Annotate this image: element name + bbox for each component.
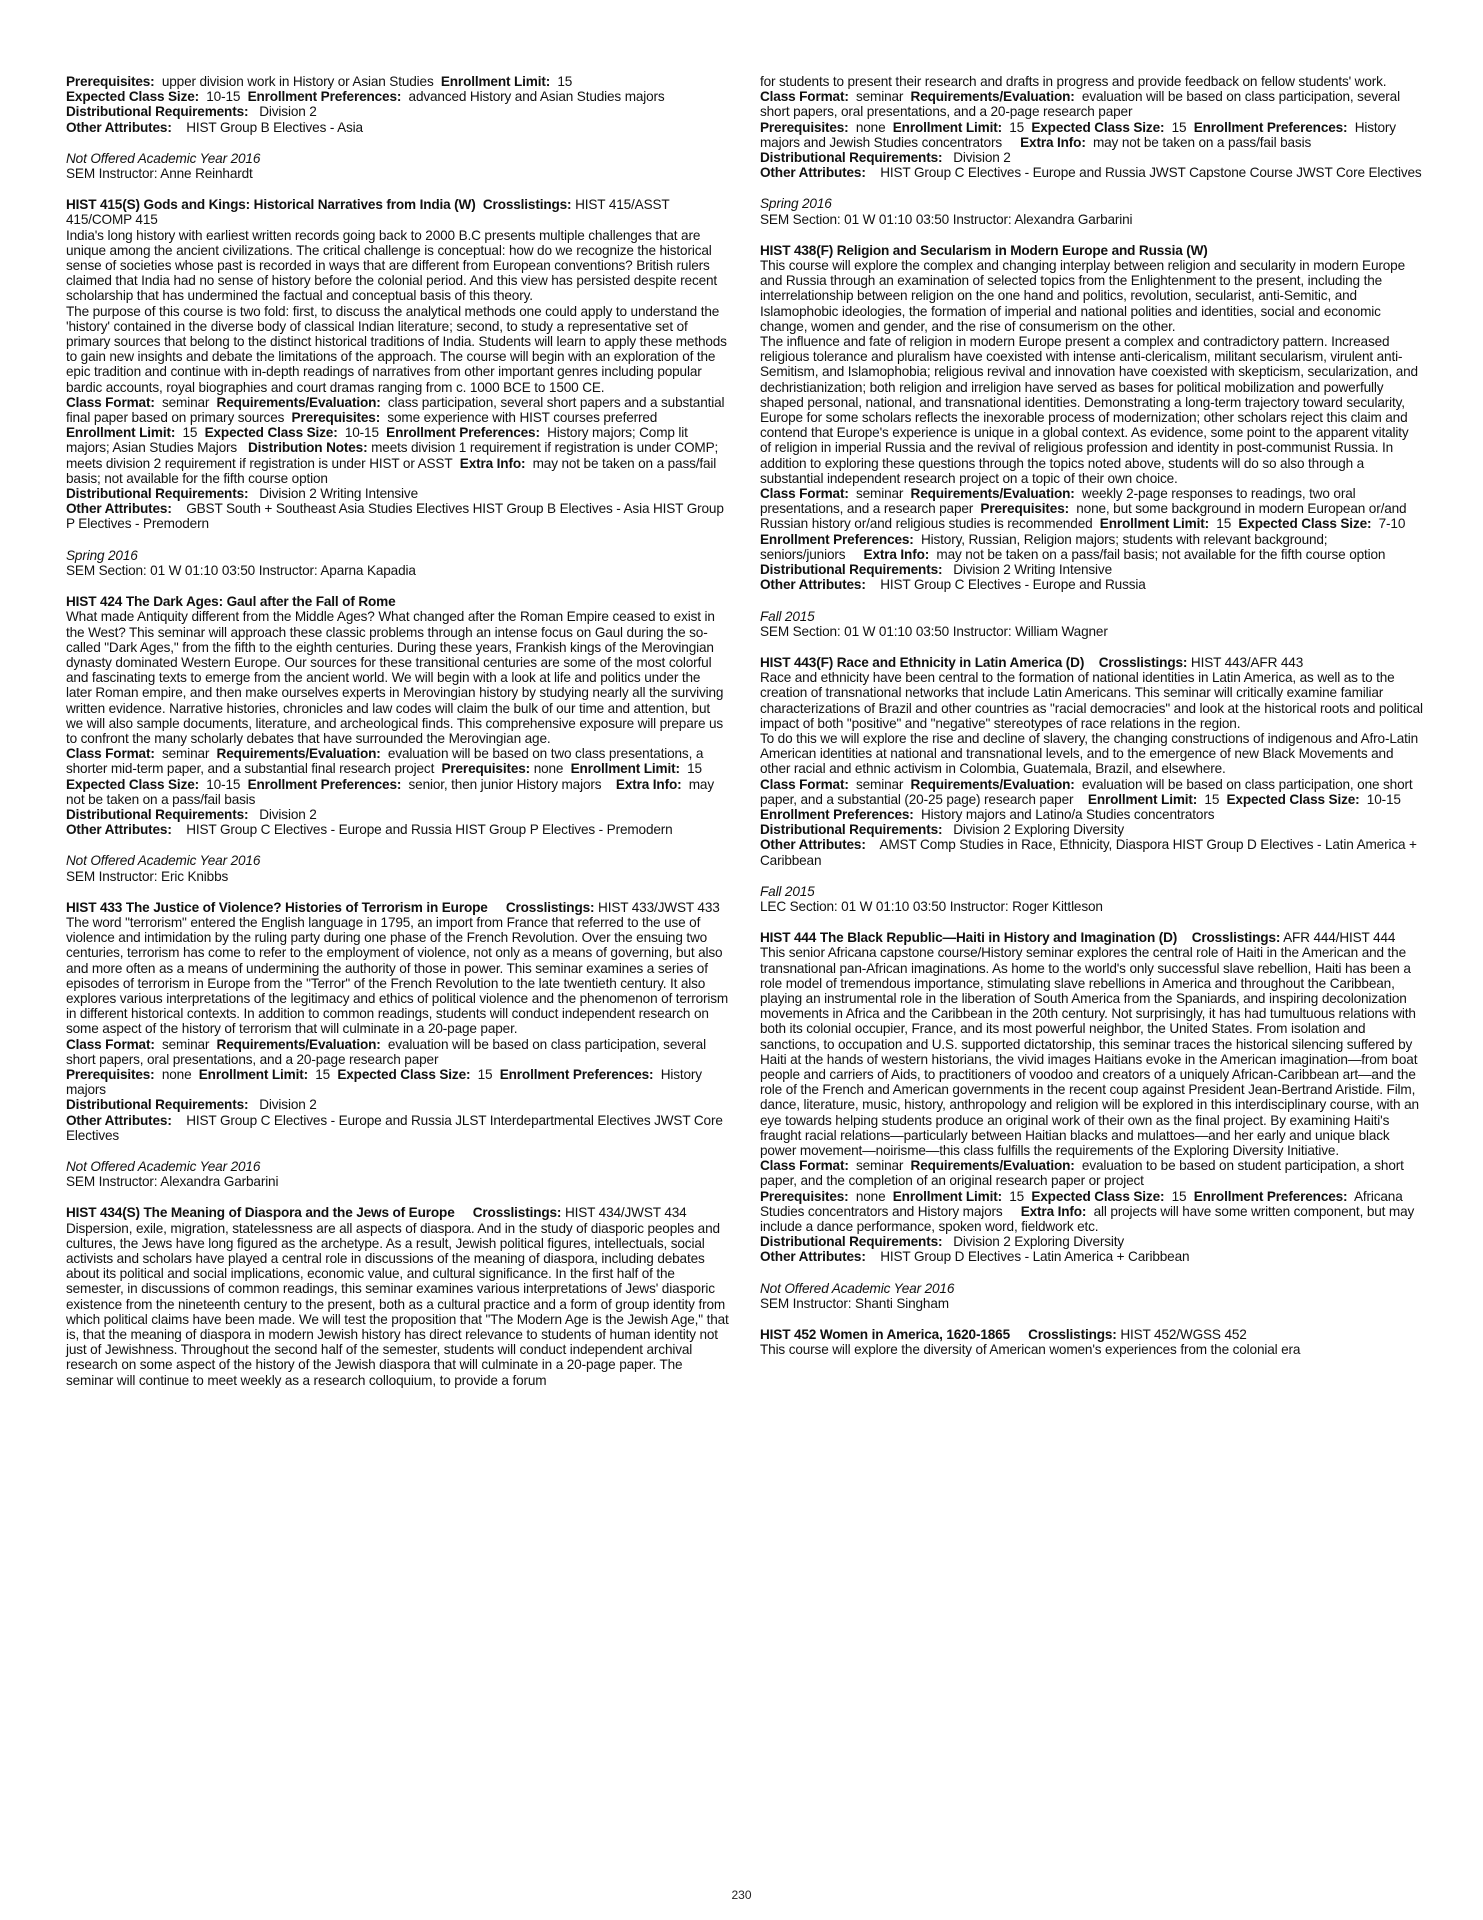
course-title: HIST 438(F) Religion and Secularism in Modern Europe and Russia (W)	[760, 242, 1208, 258]
course-entry-hist-452: HIST 452 Women in America, 1620-1865 Crosslistings: HIST 452/WGSS 452 This course will explore the diversity of American women's experiences from the colonial era	[760, 1327, 1301, 1358]
course-description: This senior Africana capstone course/History seminar explores the central role of Haiti in the American and the transnational pan-African imaginations. As home to the world's only successful slave rebellion, Haiti has been a role model of tremendous importance, stimulating slave rebellions in America and throughout the Caribbean, playing an instrumental role in the liberation of South America from the Spaniards, and inspiring decolonization movements in Africa and the Caribbean in the 20th century. Not surprisingly, it has had tumultuous relations with both its colonial occupier, France, and its most powerful neighbor, the United States. From isolation and sanctions, to occupation and U.S. supported dictatorship, this seminar traces the historical silencing suffered by Haiti at the hands of western historians, the vivid images Haitians evoke in the American imagination—from boat people and carriers of Aids, to practitioners of voodoo and creators of a uniquely African-Caribbean art—and the role of the French and American governments in the recent coup against President Jean-Bertrand Aristide. Film, dance, literature, music, history, anthropology and religion will be explored in this interdisciplinary course, with an eye towards helping students produce an original work of their own as the final project. By examining Haiti's fraught racial relations—particularly between Haitian blacks and mulattoes—and her early and unique black power movement—noirisme—this class fulfills the requirements of the Exploring Diversity Initiative.	[760, 945, 1419, 1158]
page-number: 230	[731, 1888, 752, 1902]
course-description: To do this we will explore the rise and decline of slavery, the changing constructions of indigenous and Afro-Latin American identities at national and transnational levels, and to the emergence of new Black Movements and other racial and ethnic activism in Colombia, Guatemala, Brazil, and elsewhere.	[760, 730, 1419, 777]
course-description: The influence and fate of religion in modern Europe present a complex and contradictory pattern. Increased religious tolerance and pluralism have coexisted with intense anti-clericalism, militant secularism, virulent anti-Semitism, and Islamophobia; religious revival and innovation have coexisted with skepticism, secularization, and dechristianization; both religion and irreligion have served as bases for political mobilization and powerfully shaped personal, national, and transnational identities. Demonstrating a long-term trajectory toward secularity, Europe for some scholars reflects the inexorable process of modernization; other scholars reject this claim and contend that Europe's experience is unique in a global context. As evidence, some point to the apparent vitality of religion in imperial Russia and the revival of religious profession and identity in post-communist Russia. In addition to exploring these questions through the topics noted above, students will do so also through a substantial independent research project on a topic of their own choice.	[760, 334, 1418, 486]
term: Not Offered Academic Year 2016	[66, 853, 261, 869]
term: Not Offered Academic Year 2016	[66, 1159, 261, 1174]
course-description: Race and ethnicity have been central to the formation of national identities in Latin America, as well as to the creation of transnational networks that include Latin Americans. This seminar will critically examine familiar characterizations of Brazil and other countries as "racial democracies" and look at the historical roots and political impact of both "positive" and "negative" stereotypes of race relations in the region.	[760, 670, 1423, 731]
catalog-page	[66, 74, 1438, 1874]
course-entry-hist-443: HIST 443(F) Race and Ethnicity in Latin America (D) Crosslistings: HIST 443/AFR 443 Race and ethnicity have been central to the formation of national identities in Latin America, as well as to the creation of transnational networks that include Latin Americans. This seminar will critically examine familiar characterizations of Brazil and other countries as "racial democracies" and look at the historical roots and political impact of both "positive" and "negative" stereotypes of race relations in the region. To do this we will explore the rise and decline of slavery, the changing constructions of indigenous and Afro-Latin American identities at national and transnational levels, and to the emergence of new Black Movements and other racial and ethnic activism in Colombia, Guatemala, Brazil, and elsewhere. Class Format: seminar Requirements/Evaluation: evaluation will be based on class participation, one short paper, and a substantial (20-25 page) research paper Enrollment Limit: 15 Expected Class Size: 10-15 Enrollment Preferences: History majors and Latino/a Studies concentrators Distributional Requirements: Division 2 Exploring Diversity Other Attributes: AMST Comp Studies in Race, Ethnicity, Diaspora HIST Group D Electives - Latin America + Caribbean	[760, 654, 1423, 868]
section-info: SEM Section: 01 W 01:10 03:50 Instructor: Aparna Kapadia	[66, 562, 416, 578]
section-info: SEM Instructor: Eric Knibbs	[66, 868, 229, 884]
course-entry-hist-433: HIST 433 The Justice of Violence? Histories of Terrorism in Europe Crosslistings: HIST 433/JWST 433 The word "terrorism" entered the English language in 1795, an import from France that referred to the use of violence and intimidation by the ruling party during one phase of the French Revolution. Over the ensuing two centuries, terrorism has come to refer to the employment of violence, not only as a means of governing, but also and more often as a means of undermining the authority of those in power. This seminar examines a series of episodes of terrorism in Europe from the "Terror" of the French Revolution to the late twentieth century. It also explores various interpretations of the legitimacy and ethics of political violence and the phenomenon of terrorism in different historical contexts. In addition to common readings, students will conduct independent research on some aspect of the history of terrorism that will culminate in a 20-page paper. Class Format: seminar Requirements/Evaluation: evaluation will be based on class participation, several short papers, oral presentations, and a 20-page research paper Prerequisites: none Enrollment Limit: 15 Expected Class Size: 15 Enrollment Preferences: History majors Distributional Requirements: Division 2 Other Attributes: HIST Group C Electives - Europe and Russia JLST Interdepartmental Electives JWST Core Electives	[66, 899, 729, 1143]
term: Fall 2015	[760, 608, 815, 624]
term: Spring 2016	[760, 196, 832, 212]
section-info: SEM Instructor: Shanti Singham	[760, 1295, 949, 1311]
course-description: This course will explore the diversity of American women's experiences from the colonial era	[760, 1342, 1301, 1358]
term: Fall 2015	[760, 883, 815, 899]
section-info: LEC Section: 01 W 01:10 03:50 Instructor: Roger Kittleson	[760, 898, 1103, 914]
course-entry-hist-424: HIST 424 The Dark Ages: Gaul after the Fall of Rome What made Antiquity different from the Middle Ages? What changed after the Roman Empire ceased to exist in the West? This seminar will approach these classic problems through an intense focus on Gaul during the so-called "Dark Ages," from the fifth to the eighth centuries. During these years, Frankish kings of the Merovingian dynasty dominated Western Europe. Our sources for these transitional centuries are some of the most colorful and fascinating texts to emerge from the ancient world. We will begin with a look at life and politics under the later Roman empire, and then make ourselves experts in Merovingian history by studying nearly all the surviving written evidence. Narrative histories, chronicles and law codes will claim the bulk of our time and attention, but we will also sample documents, literature, and archeological finds. This comprehensive exposure will prepare us to confront the many scholarly debates that have surrounded the Merovingian age. Class Format: seminar Requirements/Evaluation: evaluation will be based on two class presentations, a shorter mid-term paper, and a substantial final research project Prerequisites: none Enrollment Limit: 15 Expected Class Size: 10-15 Enrollment Preferences: senior, then junior History majors Extra Info: may not be taken on a pass/fail basis Distributional Requirements: Division 2 Other Attributes: HIST Group C Electives - Europe and Russia HIST Group P Electives - Premodern	[66, 594, 724, 838]
right-column	[760, 74, 1423, 1357]
section-info: SEM Instructor: Alexandra Garbarini	[66, 1174, 279, 1190]
course-description: This course will explore the complex and changing interplay between religion and secularity in modern Europe and Russia through an examination of selected topics from the Enlightenment to the present, including the interrelationship between religion on the one hand and politics, revolution, secularist, anti-Semitic, and Islamophobic ideologies, the formation of imperial and national polities and identities, social and economic change, women and gender, and the rise of consumerism on the other.	[760, 258, 1405, 334]
term: Spring 2016	[66, 547, 138, 563]
course-title: HIST 433 The Justice of Violence? Histories of Terrorism in Europe	[66, 899, 488, 915]
course-description: The word "terrorism" entered the English language in 1795, an import from France that referred to the use of violence and intimidation by the ruling party during one phase of the French Revolution. Over the ensuing two centuries, terrorism has come to refer to the employment of violence, not only as a means of governing, but also and more often as a means of undermining the authority of those in power. This seminar examines a series of episodes of terrorism in Europe from the "Terror" of the French Revolution to the late twentieth century. It also explores various interpretations of the legitimacy and ethics of political violence and the phenomenon of terrorism in different historical contexts. In addition to common readings, students will conduct independent research on some aspect of the history of terrorism that will culminate in a 20-page paper.	[66, 914, 729, 1037]
course-entry-continued: Prerequisites: upper division work in History or Asian Studies Enrollment Limit: 15 Expected Class Size: 10-15 Enrollment Preferences: advanced History and Asian Studies majors Distributional Requirements: Division 2 Other Attributes: HIST Group B Electives - Asia	[66, 74, 665, 135]
course-title: HIST 452 Women in America, 1620-1865	[760, 1327, 1010, 1343]
course-entry-hist-444: HIST 444 The Black Republic—Haiti in History and Imagination (D) Crosslistings: AFR 444/HIST 444 This senior Africana capstone course/History seminar explores the central role of Haiti in the American and the transnational pan-African imaginations. As home to the world's only successful slave rebellion, Haiti has been a role model of tremendous importance, stimulating slave rebellions in America and throughout the Caribbean, playing an instrumental role in the liberation of South America from the Spaniards, and inspiring decolonization movements in Africa and the Caribbean in the 20th century. Not surprisingly, it has had tumultuous relations with both its colonial occupier, France, and its most powerful neighbor, the United States. From isolation and sanctions, to occupation and U.S. supported dictatorship, this seminar traces the historical silencing suffered by Haiti at the hands of western historians, the vivid images Haitians evoke in the American imagination—from boat people and carriers of Aids, to practitioners of voodoo and creators of a uniquely African-Caribbean art—and the role of the French and American governments in the recent coup against President Jean-Bertrand Aristide. Film, dance, literature, music, history, anthropology and religion will be explored in this interdisciplinary course, with an eye towards helping students produce an original work of their own as the final project. By examining Haiti's fraught racial relations—particularly between Haitian blacks and mulattoes—and her early and unique black power movement—noirisme—this class fulfills the requirements of the Exploring Diversity Initiative. Class Format: seminar Requirements/Evaluation: evaluation to be based on student participation, a short paper, and the completion of an original research paper or project Prerequisites: none Enrollment Limit: 15 Expected Class Size: 15 Enrollment Preferences: Africana Studies concentrators and History majors Extra Info: all projects will have some written component, but may include a dance performance, spoken word, fieldwork etc. Distributional Requirements: Division 2 Exploring Diversity Other Attributes: HIST Group D Electives - Latin America + Caribbean	[760, 930, 1419, 1265]
course-title: HIST 434(S) The Meaning of Diaspora and the Jews of Europe	[66, 1205, 455, 1221]
section-info: SEM Instructor: Anne Reinhardt	[66, 166, 253, 182]
term: Not Offered Academic Year 2016	[760, 1280, 955, 1296]
course-title: HIST 444 The Black Republic—Haiti in History and Imagination (D)	[760, 930, 1178, 946]
course-entry-hist-434: HIST 434(S) The Meaning of Diaspora and the Jews of Europe Crosslistings: HIST 434/JWST 434 Dispersion, exile, migration, statelessness are all aspects of diaspora. And in the study of diasporic peoples and cultures, the Jews have long figured as the archetype. As a result, Jewish political figures, intellectuals, social activists and scholars have played a central role in discussions of the meaning of diaspora, including debates about its political and social implications, economic value, and cultural significance. In the first half of the semester, in discussions of common readings, this seminar examines various interpretations of Jews' diasporic existence from the nineteenth century to the present, both as a cultural practice and a form of group identity from which political claims have been made. We will test the proposition that "The Modern Age is the Jewish Age," that is, that the meaning of diaspora in modern Jewish history has direct relevance to students of human identity not just of Jewishness. Throughout the second half of the semester, students will conduct independent archival research on some aspect of the history of the Jewish diaspora that will culminate in a 20-page paper. The seminar will continue to meet weekly as a research colloquium, to provide a forum	[66, 1205, 729, 1388]
course-title: HIST 443(F) Race and Ethnicity in Latin America (D)	[760, 654, 1085, 670]
section-info: SEM Section: 01 W 01:10 03:50 Instructor: William Wagner	[760, 623, 1108, 639]
course-entry-continued: for students to present their research and drafts in progress and provide feedback on fellow students' work. Class Format: seminar Requirements/Evaluation: evaluation will be based on class participation, several short papers, oral presentations, and a 20-page research paper Prerequisites: none Enrollment Limit: 15 Expected Class Size: 15 Enrollment Preferences: History majors and Jewish Studies concentrators Extra Info: may not be taken on a pass/fail basis Distributional Requirements: Division 2 Other Attributes: HIST Group C Electives - Europe and Russia JWST Capstone Course JWST Core Electives	[760, 74, 1422, 181]
section-info: SEM Section: 01 W 01:10 03:50 Instructor: Alexandra Garbarini	[760, 211, 1133, 227]
course-description: for students to present their research and drafts in progress and provide feedback on fellow students' work.	[760, 74, 1387, 89]
term: Not Offered Academic Year 2016	[66, 150, 261, 166]
course-title: HIST 424 The Dark Ages: Gaul after the Fall of Rome	[66, 594, 396, 610]
left-column	[66, 74, 729, 1388]
course-entry-hist-415: HIST 415(S) Gods and Kings: Historical Narratives from India (W) Crosslistings: HIST 415/ASST 415/COMP 415 India's long history with earliest written records going back to 2000 B.C presents multiple challenges that are unique among the ancient civilizations. The critical challenge is conceptual: how do we recognize the historical sense of societies whose past is recorded in ways that are different from European conventions? British rulers claimed that India had no sense of history before the colonial period. And this view has persisted despite recent scholarship that has undermined the factual and conceptual basis of this theory. The purpose of this course is two fold: first, to discuss the analytical methods one could apply to understand the 'history' contained in the diverse body of classical Indian literature; second, to study a representative set of primary sources that belong to the distinct historical traditions of India. Students will learn to apply these methods to gain new insights and debate the limitations of the approach. The course will begin with an exploration of the epic tradition and continue with in-depth readings of narratives from other important genres including popular bardic accounts, royal biographies and court dramas ranging from c. 1000 BCE to 1500 CE. Class Format: seminar Requirements/Evaluation: class participation, several short papers and a substantial final paper based on primary sources Prerequisites: some experience with HIST courses preferred Enrollment Limit: 15 Expected Class Size: 10-15 Enrollment Preferences: History majors; Comp lit majors; Asian Studies Majors Distribution Notes: meets division 1 requirement if registration is under COMP; meets division 2 requirement if registration is under HIST or ASST Extra Info: may not be taken on a pass/fail basis; not available for the fifth course option Distributional Requirements: Division 2 Writing Intensive Other Attributes: GBST South + Southeast Asia Studies Electives HIST Group B Electives - Asia HIST Group P Electives - Premodern	[66, 197, 727, 532]
course-description: The purpose of this course is two fold: first, to discuss the analytical methods one could apply to understand the 'history' contained in the diverse body of classical Indian literature; second, to study a representative set of primary sources that belong to the distinct historical traditions of India. Students will learn to apply these methods to gain new insights and debate the limitations of the approach. The course will begin with an exploration of the epic tradition and continue with in-depth readings of narratives from other important genres including popular bardic accounts, royal biographies and court dramas ranging from c. 1000 BCE to 1500 CE.	[66, 303, 727, 395]
course-description: What made Antiquity different from the Middle Ages? What changed after the Roman Empire ceased to exist in the West? This seminar will approach these classic problems through an intense focus on Gaul during the so-called "Dark Ages," from the fifth to the eighth centuries. During these years, Frankish kings of the Merovingian dynasty dominated Western Europe. Our sources for these transitional centuries are some of the most colorful and fascinating texts to emerge from the ancient world. We will begin with a look at life and politics under the later Roman empire, and then make ourselves experts in Merovingian history by studying nearly all the surviving written evidence. Narrative histories, chronicles and law codes will claim the bulk of our time and attention, but we will also sample documents, literature, and archeological finds. This comprehensive exposure will prepare us to confront the many scholarly debates that have surrounded the Merovingian age.	[66, 609, 724, 746]
course-description: Dispersion, exile, migration, statelessness are all aspects of diaspora. And in the study of diasporic peoples and cultures, the Jews have long figured as the archetype. As a result, Jewish political figures, intellectuals, social activists and scholars have played a central role in discussions of the meaning of diaspora, including debates about its political and social implications, economic value, and cultural significance. In the first half of the semester, in discussions of common readings, this seminar examines various interpretations of Jews' diasporic existence from the nineteenth century to the present, both as a cultural practice and a form of group identity from which political claims have been made. We will test the proposition that "The Modern Age is the Jewish Age," that is, that the meaning of diaspora in modern Jewish history has direct relevance to students of human identity not just of Jewishness. Throughout the second half of the semester, students will conduct independent archival research on some aspect of the history of the Jewish diaspora that will culminate in a 20-page paper. The seminar will continue to meet weekly as a research colloquium, to provide a forum	[66, 1220, 729, 1388]
course-title: HIST 415(S) Gods and Kings: Historical Narratives from India (W)	[66, 197, 476, 213]
course-entry-hist-438: HIST 438(F) Religion and Secularism in Modern Europe and Russia (W) This course will explore the complex and changing interplay between religion and secularity in modern Europe and Russia through an examination of selected topics from the Enlightenment to the present, including the interrelationship between religion on the one hand and politics, revolution, secularist, anti-Semitic, and Islamophobic ideologies, the formation of imperial and national polities and identities, social and economic change, women and gender, and the rise of consumerism on the other. The influence and fate of religion in modern Europe present a complex and contradictory pattern. Increased religious tolerance and pluralism have coexisted with intense anti-clericalism, militant secularism, virulent anti-Semitism, and Islamophobia; religious revival and innovation have coexisted with skepticism, secularization, and dechristianization; both religion and irreligion have served as bases for political mobilization and powerfully shaped personal, national, and transnational identities. Demonstrating a long-term trajectory toward secularity, Europe for some scholars reflects the inexorable process of modernization; other scholars reject this claim and contend that Europe's experience is unique in a global context. As evidence, some point to the apparent vitality of religion in imperial Russia and the revival of religious profession and identity in post-communist Russia. In addition to exploring these questions through the topics noted above, students will do so also through a substantial independent research project on a topic of their own choice. Class Format: seminar Requirements/Evaluation: weekly 2-page responses to readings, two oral presentations, and a research paper Prerequisites: none, but some background in modern European or/and Russian history or/and religious studies is recommended Enrollment Limit: 15 Expected Class Size: 7-10 Enrollment Preferences: History, Russian, Religion majors; students with relevant background; seniors/juniors Extra Info: may not be taken on a pass/fail basis; not available for the fifth course option Distributional Requirements: Division 2 Writing Intensive Other Attributes: HIST Group C Electives - Europe and Russia	[760, 242, 1418, 593]
course-description: India's long history with earliest written records going back to 2000 B.C presents multiple challenges that are unique among the ancient civilizations. The critical challenge is conceptual: how do we recognize the historical sense of societies whose past is recorded in ways that are different from European conventions? British rulers claimed that India had no sense of history before the colonial period. And this view has persisted despite recent scholarship that has undermined the factual and conceptual basis of this theory.	[66, 227, 718, 304]
